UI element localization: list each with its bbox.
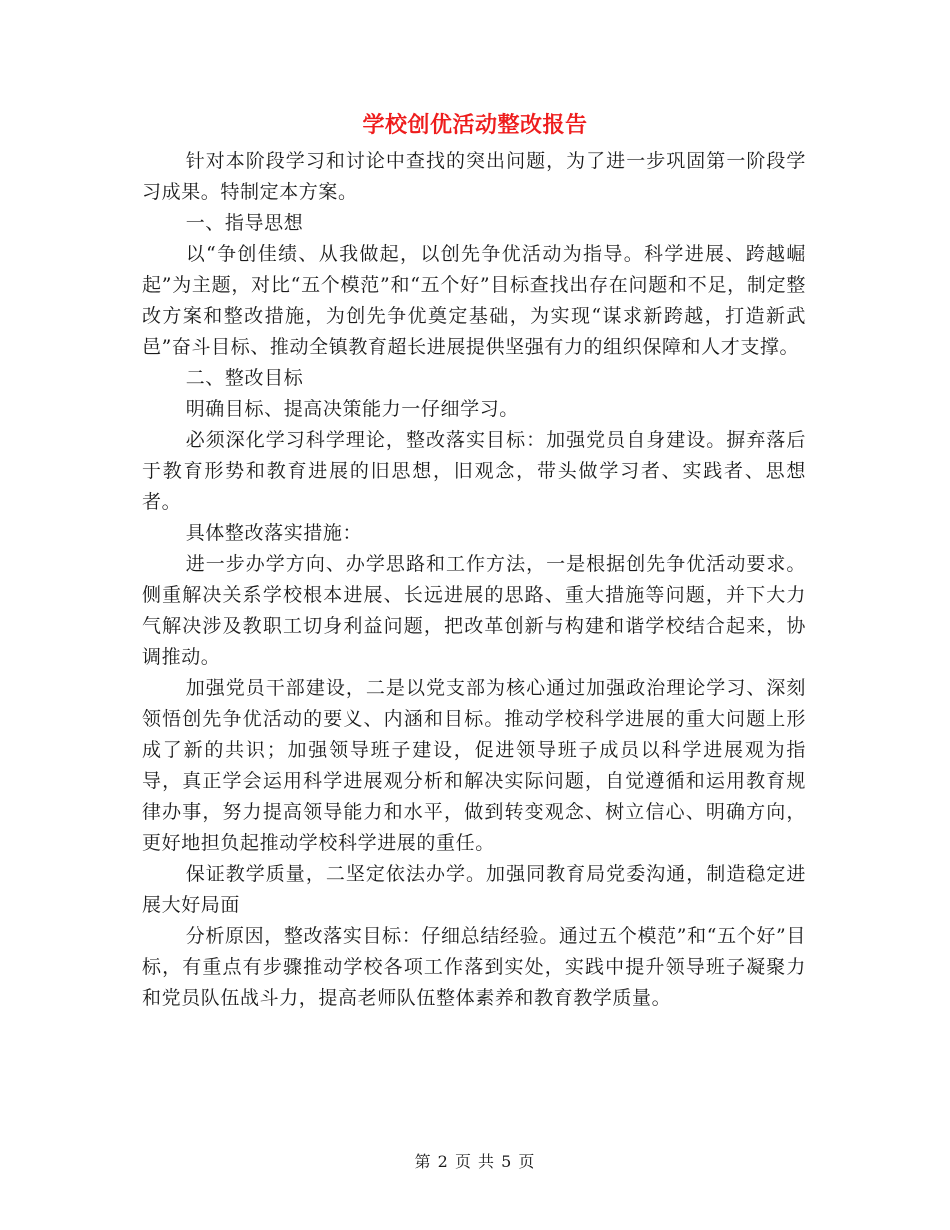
document-title: 学校创优活动整改报告	[362, 112, 588, 138]
paragraph-school-direction: 进一步办学方向、办学思路和工作方法，一是根据创先争优活动要求。侧重解决关系学校根本进展、长远进展的思路、重大措施等问题，并下大力气解决涉及教职工切身利益问题，把改革创新与构建和谐学校结合起来，协调推动。	[142, 553, 806, 668]
paragraph-analysis: 分析原因，整改落实目标：仔细总结经验。通过五个模范”和“五个好”目标，有重点有步骤推动学校各项工作落到实处，实践中提升领导班子凝聚力和党员队伍战斗力，提高老师队伍整体素养和教育教学质量。	[142, 925, 806, 1009]
paragraph-clear-goals: 明确目标、提高决策能力一仔细学习。	[185, 398, 519, 420]
paragraph-party-building: 加强党员干部建设，二是以党支部为核心通过加强政治理论学习、深刻领悟创先争优活动的要义、内涵和目标。推动学校科学进展的重大问题上形成了新的共识；加强领导班子建设，促进领导班子成员以科学进展观为指导，真正学会运用科学进展观分析和解决实际问题，自觉遵循和运用教育规律办事，努力提高领导能力和水平，做到转变观念、树立信心、明确方向，更好地担负起推动学校科学进展的重任。	[142, 677, 806, 854]
paragraph-guiding-thought: 以“争创佳绩、从我做起，以创先争优活动为指导。科学进展、跨越崛起”为主题，对比“五个模范”和“五个好”目标查找出存在问题和不足，制定整改方案和整改措施，为创先争优奠定基础，为实现“谋求新跨越，打造新武邑”奋斗目标、推动全镇教育超长进展提供坚强有力的组织保障和人才支撑。	[142, 243, 806, 358]
paragraph-measures-heading: 具体整改落实措施：	[185, 522, 363, 544]
section-heading-rectification-goals: 二、整改目标	[185, 367, 304, 389]
paragraph-deepen-learning: 必须深化学习科学理论，整改落实目标：加强党员自身建设。摒弃落后于教育形势和教育进展的旧思想，旧观念，带头做学习者、实践者、思想者。	[142, 429, 806, 513]
paragraph-teaching-quality: 保证教学质量，二坚定依法办学。加强同教育局党委沟通，制造稳定进展大好局面	[142, 863, 806, 916]
section-heading-guiding-thought: 一、指导思想	[185, 212, 304, 234]
paragraph-intro: 针对本阶段学习和讨论中查找的突出问题，为了进一步巩固第一阶段学习成果。特制定本方案。	[142, 150, 806, 203]
document-body	[142, 146, 806, 1014]
page-number-footer: 第 2 页 共 5 页	[414, 1152, 536, 1171]
